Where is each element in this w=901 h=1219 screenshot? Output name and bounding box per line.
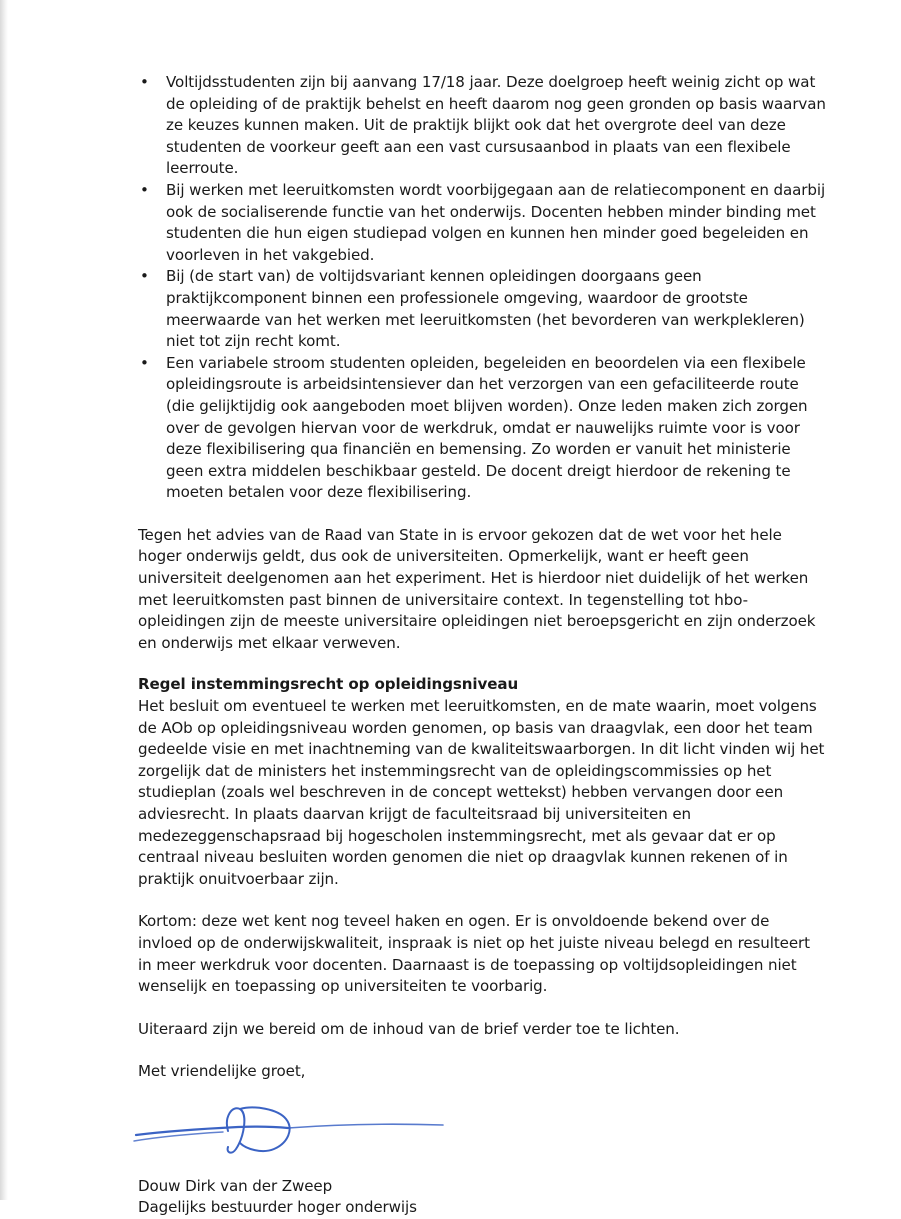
- consent-section: [138, 674, 828, 890]
- signer-name: Douw Dirk van der Zweep: [138, 1176, 333, 1195]
- signature-stroke: [288, 1124, 443, 1128]
- section-heading: Regel instemmingsrecht op opleidingsniveau: [138, 675, 519, 694]
- university-paragraph: Tegen het advies van de Raad van State in is ervoor gekozen dat de wet voor het hele hoger onderwijs geldt, dus ook de universiteiten. Opmerkelijk, want er heeft geen universiteit deelgenomen aan het experiment. Het is hierdoor niet duidelijk of het werken met leeruitkomsten past binnen de universitaire context. In tegenstelling tot hbo-opleidingen zijn de meeste universitaire opleidingen niet beroepsgericht en zijn onderzoek en onderwijs met elkaar verweven.: [138, 525, 816, 652]
- list-item: [138, 266, 828, 352]
- letter-body: [138, 72, 828, 1219]
- closing-greeting: Met vriendelijke groet,: [138, 1062, 306, 1081]
- list-item-text: Bij werken met leeruitkomsten wordt voorbijgegaan aan de relatiecomponent en daarbij ook de socialiserende functie van het onderwijs. Docenten hebben minder binding met studenten die hun eigen studiepad volgen en kunnen hen minder goed begeleiden en voorleven in het vakgebied.: [166, 180, 826, 264]
- signer-title: Dagelijks bestuurder hoger onderwijs: [138, 1198, 417, 1217]
- signature-stroke: [227, 1108, 244, 1152]
- handwritten-signature: [128, 1087, 458, 1167]
- list-item: [138, 180, 828, 266]
- list-item-text: Een variabele stroom studenten opleiden, begeleiden en beoordelen via een flexibele opleidingsroute is arbeidsintensiever dan het verzorgen van een gefaciliteerde route (die gelijktijdig ook aangeboden moet blijven worden). Onze leden maken zich zorgen over de gevolgen hiervan voor de werkdruk, omdat er nauwelijks ruimte voor is voor deze flexibilisering qua financiën en bemensing. Zo worden er vanuit het ministerie geen extra middelen beschikbaar gesteld. De docent dreigt hierdoor de rekening te moeten betalen voor deze flexibilisering.: [166, 353, 808, 502]
- list-item: [138, 72, 828, 180]
- concerns-list: [138, 72, 828, 504]
- page-edge-shadow: [0, 0, 8, 1200]
- list-item-text: Bij (de start van) de voltijdsvariant kennen opleidingen doorgaans geen praktijkcomponent binnen een professionele omgeving, waardoor de grootste meerwaarde van het werken met leeruitkomsten (het bevorderen van werkplekleren) niet tot zijn recht komt.: [166, 267, 805, 351]
- offer-paragraph: Uiteraard zijn we bereid om de inhoud van de brief verder toe te lichten.: [138, 1019, 680, 1038]
- bullet-icon: •: [140, 73, 149, 91]
- consent-paragraph: Het besluit om eventueel te werken met leeruitkomsten, en de mate waarin, moet volgens de AOb op opleidingsniveau worden genomen, op basis van draagvlak, een door het team gedeelde visie en met inachtneming van de kwaliteitswaarborgen. In dit licht vinden wij het zorgelijk dat de ministers het instemmingsrecht van de opleidingscommissies op het studieplan (zoals wel beschreven in de concept wettekst) hebben vervangen door een adviesrecht. In plaats daarvan krijgt de faculteitsraad bij universiteiten en medezeggenschapsraad bij hogescholen instemmingsrecht, met als gevaar dat er op centraal niveau besluiten worden genomen die niet op draagvlak kunnen rekenen of in praktijk onuitvoerbaar zijn.: [138, 697, 825, 888]
- signature-stroke: [136, 1127, 288, 1135]
- bullet-icon: •: [140, 267, 149, 286]
- signature-stroke: [240, 1107, 290, 1151]
- bullet-icon: •: [140, 353, 149, 372]
- list-item: [138, 353, 828, 504]
- list-item-text: Voltijdsstudenten zijn bij aanvang 17/18 jaar. Deze doelgroep heeft weinig zicht op wat de opleiding of de praktijk behelst en heeft daarom nog geen gronden op basis waarvan ze keuzes kunnen maken. Uit de praktijk blijkt ook dat het overgrote deel van deze studenten de voorkeur geeft aan een vast cursusaanbod in plaats van een flexibele leerroute.: [166, 73, 826, 178]
- bullet-icon: •: [140, 180, 149, 199]
- conclusion-paragraph: Kortom: deze wet kent nog teveel haken en ogen. Er is onvoldoende bekend over de invloed op de onderwijskwaliteit, inspraak is niet op het juiste niveau belegd en resulteert in meer werkdruk voor docenten. Daarnaast is de toepassing op voltijdsopleidingen niet wenselijk en toepassing op universiteiten te voorbarig.: [138, 912, 810, 996]
